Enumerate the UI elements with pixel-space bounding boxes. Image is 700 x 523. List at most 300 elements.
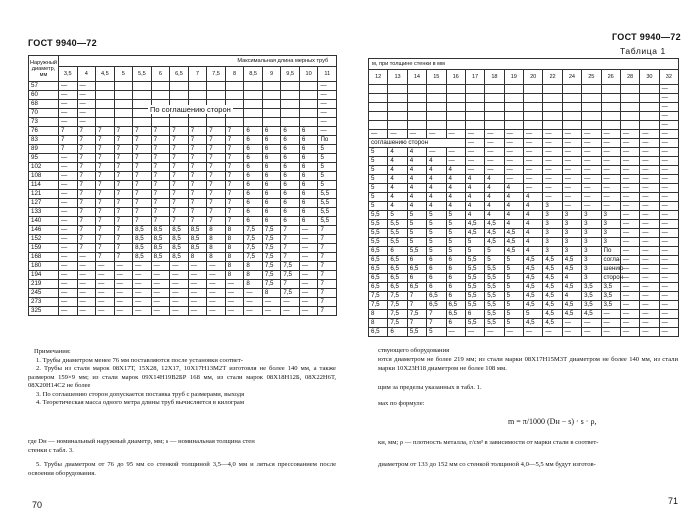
length-cell: 6,5 — [369, 274, 388, 283]
table-row — [369, 103, 679, 112]
length-cell: 7,5 — [262, 226, 281, 235]
length-cell — [543, 94, 562, 103]
length-cell: — — [59, 217, 78, 226]
diameter-cell: 70 — [29, 109, 59, 118]
right-super-header: м, при толщине стенки в мм — [369, 59, 679, 70]
length-cell: — — [59, 271, 78, 280]
length-cell: 7,5 — [262, 253, 281, 262]
length-cell — [601, 103, 620, 112]
length-cell: 7 — [427, 310, 446, 319]
length-cell: 6 — [281, 172, 300, 181]
length-cell — [524, 85, 543, 94]
length-cell: — — [620, 301, 639, 310]
length-cell — [96, 82, 115, 91]
length-cell: — — [640, 310, 659, 319]
length-cell: 7 — [188, 190, 207, 199]
length-cell: — — [299, 235, 318, 244]
length-cell: 4,5 — [524, 256, 543, 265]
length-cell: — — [659, 94, 678, 103]
length-cell: 5 — [504, 256, 523, 265]
length-cell: 5 — [504, 310, 523, 319]
length-cell: 7 — [170, 208, 189, 217]
length-cell: 6 — [407, 256, 426, 265]
length-cell — [96, 118, 115, 127]
length-cell: 7,5 — [244, 244, 263, 253]
length-cell: — — [170, 289, 189, 298]
length-cell: — — [640, 220, 659, 229]
length-cell: — — [485, 328, 504, 337]
length-cell: 4 — [388, 175, 407, 184]
length-cell — [407, 85, 426, 94]
length-cell: 4 — [446, 193, 465, 202]
length-cell: 6,5 — [369, 265, 388, 274]
length-cell — [388, 121, 407, 130]
length-cell: 7 — [207, 172, 226, 181]
length-cell: 7,5 — [369, 292, 388, 301]
length-cell: 4 — [388, 193, 407, 202]
right-continuation-1: ствующего оборудования — [378, 347, 450, 354]
length-cell — [620, 121, 639, 130]
length-cell: — — [659, 265, 678, 274]
length-cell: 7 — [281, 226, 300, 235]
length-cell: 7 — [96, 244, 115, 253]
length-cell: — — [640, 184, 659, 193]
length-cell: — — [151, 307, 170, 316]
table-row — [29, 163, 337, 172]
length-cell: 7 — [225, 163, 244, 172]
length-cell: 4 — [446, 202, 465, 211]
length-cell: 7 — [133, 154, 152, 163]
length-cell: — — [640, 193, 659, 202]
length-cell — [133, 118, 152, 127]
length-cell: 4 — [446, 175, 465, 184]
length-cell: 7 — [133, 208, 152, 217]
length-cell: — — [582, 202, 601, 211]
length-cell — [601, 94, 620, 103]
length-cell: 6,5 — [446, 310, 465, 319]
length-cell — [188, 82, 207, 91]
length-cell: 5,5 — [369, 211, 388, 220]
length-cell: — — [151, 280, 170, 289]
length-cell: 7 — [77, 217, 96, 226]
length-cell: 7 — [114, 217, 133, 226]
table-row — [29, 262, 337, 271]
length-cell: 7 — [281, 253, 300, 262]
length-cell: 4,5 — [504, 229, 523, 238]
length-cell: — — [543, 184, 562, 193]
length-cell: 7 — [188, 217, 207, 226]
length-cell: 6 — [262, 217, 281, 226]
length-cell: — — [299, 298, 318, 307]
diameter-cell: 273 — [29, 298, 59, 307]
length-cell: 6 — [281, 208, 300, 217]
length-cell: — — [582, 193, 601, 202]
length-cell: 6 — [299, 208, 318, 217]
length-cell: — — [188, 262, 207, 271]
length-cell — [133, 82, 152, 91]
length-cell: 6,5 — [388, 283, 407, 292]
length-cell: 5,5 — [388, 220, 407, 229]
length-cell: — — [620, 274, 639, 283]
length-cell — [485, 112, 504, 121]
length-cell: 5 — [504, 292, 523, 301]
length-cell: 4,5 — [582, 310, 601, 319]
length-cell: 4,5 — [543, 265, 562, 274]
length-cell: — — [504, 148, 523, 157]
length-cell — [151, 91, 170, 100]
length-cell: — — [582, 175, 601, 184]
length-cell: 7 — [114, 127, 133, 136]
length-cell: 7 — [188, 154, 207, 163]
right-col-header: 30 — [640, 70, 659, 85]
length-cell: 4,5 — [562, 265, 581, 274]
table-row — [29, 199, 337, 208]
length-cell: 8,5 — [170, 235, 189, 244]
length-cell: 4,5 — [504, 238, 523, 247]
length-cell: — — [59, 298, 78, 307]
length-cell: — — [59, 109, 78, 118]
length-cell: По — [601, 247, 620, 256]
length-cell: — — [524, 157, 543, 166]
length-cell: 3 — [582, 229, 601, 238]
length-cell: 7 — [170, 127, 189, 136]
length-cell — [151, 82, 170, 91]
length-cell: 8,5 — [170, 244, 189, 253]
length-cell: — — [407, 130, 426, 139]
length-cell: — — [114, 307, 133, 316]
length-cell: 4 — [485, 175, 504, 184]
diameter-cell: 245 — [29, 289, 59, 298]
length-cell: 5,5 — [485, 283, 504, 292]
length-cell: — — [659, 247, 678, 256]
length-cell — [543, 121, 562, 130]
diameter-cell: 140 — [29, 217, 59, 226]
length-cell: 7 — [188, 136, 207, 145]
length-cell: 4 — [388, 148, 407, 157]
length-cell: 4 — [388, 202, 407, 211]
left-agreement-label: По соглашению сторон — [150, 105, 231, 114]
length-cell: — — [207, 289, 226, 298]
length-cell: 5,5 — [369, 220, 388, 229]
length-cell: — — [640, 238, 659, 247]
length-cell: — — [543, 175, 562, 184]
length-cell: 4,5 — [485, 220, 504, 229]
length-cell: 5 — [407, 238, 426, 247]
length-cell: 7 — [188, 172, 207, 181]
length-cell: 7 — [114, 226, 133, 235]
length-cell: — — [601, 175, 620, 184]
left-page-header: ГОСТ 9940—72 — [28, 38, 97, 48]
length-cell — [262, 118, 281, 127]
length-cell: — — [133, 271, 152, 280]
length-cell: 4,5 — [562, 301, 581, 310]
length-cell: 6 — [281, 154, 300, 163]
left-legend-1: где Dн — номинальный наружный диаметр, мм; s — номинальная толщина стен — [28, 438, 255, 445]
length-cell — [96, 91, 115, 100]
diameter-cell: 68 — [29, 100, 59, 109]
length-cell: 3 — [543, 247, 562, 256]
table-row — [369, 247, 679, 256]
length-cell — [281, 109, 300, 118]
length-cell: 4,5 — [543, 283, 562, 292]
length-cell — [281, 118, 300, 127]
length-cell: 7 — [188, 127, 207, 136]
length-cell: — — [640, 157, 659, 166]
length-cell: — — [114, 298, 133, 307]
length-cell — [446, 112, 465, 121]
table-row — [369, 256, 679, 265]
length-cell: 6,5 — [369, 247, 388, 256]
length-cell: 7 — [207, 127, 226, 136]
length-cell: 4 — [504, 211, 523, 220]
length-cell: 7 — [318, 253, 337, 262]
length-cell: 5 — [427, 247, 446, 256]
length-cell: 4 — [524, 193, 543, 202]
length-cell: 7 — [114, 181, 133, 190]
length-cell: 6,5 — [407, 265, 426, 274]
length-cell: — — [524, 184, 543, 193]
length-cell: — — [388, 130, 407, 139]
length-cell: — — [299, 226, 318, 235]
left-col-header: 3,5 — [59, 67, 78, 82]
length-cell: — — [640, 202, 659, 211]
length-cell: 6 — [244, 145, 263, 154]
length-cell: — — [601, 157, 620, 166]
length-cell: 4 — [465, 211, 484, 220]
length-cell: — — [640, 283, 659, 292]
length-cell: 7 — [151, 163, 170, 172]
length-cell: — — [659, 211, 678, 220]
table-row — [29, 136, 337, 145]
length-cell: — — [59, 262, 78, 271]
length-cell: 7 — [114, 172, 133, 181]
length-cell: — — [620, 184, 639, 193]
length-cell: — — [485, 139, 504, 148]
length-cell — [225, 118, 244, 127]
length-cell: — — [562, 319, 581, 328]
length-cell: — — [369, 130, 388, 139]
length-cell: — — [133, 289, 152, 298]
length-cell: 5,5 — [407, 328, 426, 337]
length-cell: — — [207, 307, 226, 316]
length-cell: — — [59, 235, 78, 244]
length-cell: 4 — [446, 184, 465, 193]
length-cell: 8,5 — [133, 226, 152, 235]
length-cell: 4 — [524, 202, 543, 211]
length-cell: 6,5 — [427, 301, 446, 310]
length-cell: 3,5 — [582, 301, 601, 310]
right-col-header: 20 — [524, 70, 543, 85]
length-cell: 6 — [281, 163, 300, 172]
length-cell — [281, 91, 300, 100]
length-cell: 7 — [133, 172, 152, 181]
length-cell: — — [659, 148, 678, 157]
length-cell: 7 — [96, 208, 115, 217]
length-cell: 6 — [281, 127, 300, 136]
length-cell — [465, 112, 484, 121]
length-cell: — — [262, 307, 281, 316]
length-cell: 3 — [562, 220, 581, 229]
length-cell: 8 — [225, 235, 244, 244]
length-cell: 7 — [225, 208, 244, 217]
length-cell: 7 — [114, 154, 133, 163]
length-cell: 7 — [77, 145, 96, 154]
diameter-cell: 146 — [29, 226, 59, 235]
table-row — [369, 283, 679, 292]
length-cell: — — [659, 301, 678, 310]
table-row — [29, 298, 337, 307]
length-cell — [582, 103, 601, 112]
length-cell: 7,5 — [281, 289, 300, 298]
length-cell — [170, 91, 189, 100]
length-cell: 6 — [262, 190, 281, 199]
table-row — [369, 112, 679, 121]
length-cell — [582, 121, 601, 130]
length-cell: 7 — [318, 244, 337, 253]
length-cell: 8 — [225, 244, 244, 253]
length-cell: — — [77, 109, 96, 118]
length-cell — [369, 103, 388, 112]
length-cell: 7,5 — [262, 262, 281, 271]
length-cell — [620, 94, 639, 103]
length-cell: 6 — [388, 328, 407, 337]
length-cell: 7 — [77, 127, 96, 136]
diameter-cell: 95 — [29, 154, 59, 163]
length-cell — [262, 109, 281, 118]
length-cell: — — [562, 148, 581, 157]
right-col-header: 32 — [659, 70, 678, 85]
length-cell — [446, 103, 465, 112]
right-col-header: 26 — [601, 70, 620, 85]
length-cell: — — [96, 298, 115, 307]
length-cell — [299, 100, 318, 109]
length-cell: — — [170, 307, 189, 316]
length-cell — [170, 82, 189, 91]
right-table-wrapper — [368, 58, 678, 337]
note-4: 4. Теоретическая масса одного метра длины труб вычисляется в килограм — [36, 399, 245, 406]
length-cell: 7 — [96, 172, 115, 181]
length-cell — [524, 103, 543, 112]
length-cell: 4 — [427, 166, 446, 175]
length-cell: 5,5 — [465, 283, 484, 292]
length-cell: 5 — [369, 202, 388, 211]
length-cell: 7 — [96, 235, 115, 244]
length-cell: — — [318, 118, 337, 127]
length-cell: 7 — [170, 154, 189, 163]
length-cell: — — [244, 307, 263, 316]
length-cell: — — [504, 157, 523, 166]
length-cell: — — [543, 148, 562, 157]
length-cell: — — [659, 202, 678, 211]
length-cell — [133, 91, 152, 100]
length-cell: 4,5 — [485, 238, 504, 247]
length-cell: 3 — [543, 202, 562, 211]
length-cell: 5 — [485, 247, 504, 256]
length-cell: — — [620, 256, 639, 265]
length-cell — [465, 103, 484, 112]
length-cell: 5 — [485, 256, 504, 265]
length-cell: 6 — [465, 310, 484, 319]
length-cell: — — [299, 253, 318, 262]
length-cell: — — [446, 328, 465, 337]
length-cell: — — [96, 271, 115, 280]
length-cell: — — [620, 139, 639, 148]
table-row — [369, 193, 679, 202]
length-cell — [543, 112, 562, 121]
length-cell — [427, 94, 446, 103]
length-cell — [207, 91, 226, 100]
table-row — [369, 166, 679, 175]
length-cell: 8 — [262, 289, 281, 298]
table-row — [29, 127, 337, 136]
length-cell — [504, 94, 523, 103]
length-cell: 4,5 — [524, 265, 543, 274]
right-col-header: 19 — [504, 70, 523, 85]
length-cell — [640, 103, 659, 112]
table-row — [29, 172, 337, 181]
length-cell: — — [562, 193, 581, 202]
length-cell: 4 — [485, 211, 504, 220]
length-cell — [504, 112, 523, 121]
length-cell: 5,5 — [318, 208, 337, 217]
length-cell: 6,5 — [369, 256, 388, 265]
length-cell: 6 — [244, 190, 263, 199]
length-cell: — — [524, 139, 543, 148]
length-cell: 7 — [170, 145, 189, 154]
length-cell: — — [133, 280, 152, 289]
length-cell: 7 — [151, 154, 170, 163]
length-cell: 5 — [504, 265, 523, 274]
length-cell: — — [446, 130, 465, 139]
length-cell: — — [562, 328, 581, 337]
table-row — [29, 271, 337, 280]
left-length-table — [28, 55, 337, 316]
length-cell: — — [299, 289, 318, 298]
length-cell: — — [543, 157, 562, 166]
length-cell — [188, 118, 207, 127]
length-cell: 5 — [465, 247, 484, 256]
table-row — [369, 319, 679, 328]
length-cell: 7 — [96, 217, 115, 226]
length-cell: — — [659, 139, 678, 148]
length-cell: — — [77, 100, 96, 109]
length-cell: — — [524, 130, 543, 139]
length-cell: — — [485, 148, 504, 157]
length-cell: 4 — [504, 193, 523, 202]
length-cell: — — [601, 202, 620, 211]
length-cell: 7 — [207, 136, 226, 145]
length-cell: — — [465, 328, 484, 337]
length-cell — [524, 121, 543, 130]
length-cell: 7 — [114, 208, 133, 217]
length-cell: 7 — [77, 154, 96, 163]
length-cell: — — [620, 292, 639, 301]
table-row — [369, 292, 679, 301]
length-cell: 4,5 — [562, 283, 581, 292]
length-cell: — — [640, 265, 659, 274]
length-cell: 6 — [407, 274, 426, 283]
length-cell: 7 — [207, 217, 226, 226]
length-cell: 3 — [543, 238, 562, 247]
length-cell: 7 — [133, 145, 152, 154]
length-cell: 7 — [151, 190, 170, 199]
length-cell: — — [543, 139, 562, 148]
right-col-header: 14 — [407, 70, 426, 85]
length-cell: 8,5 — [170, 226, 189, 235]
length-cell — [524, 112, 543, 121]
length-cell: 7 — [114, 235, 133, 244]
length-cell: — — [504, 130, 523, 139]
